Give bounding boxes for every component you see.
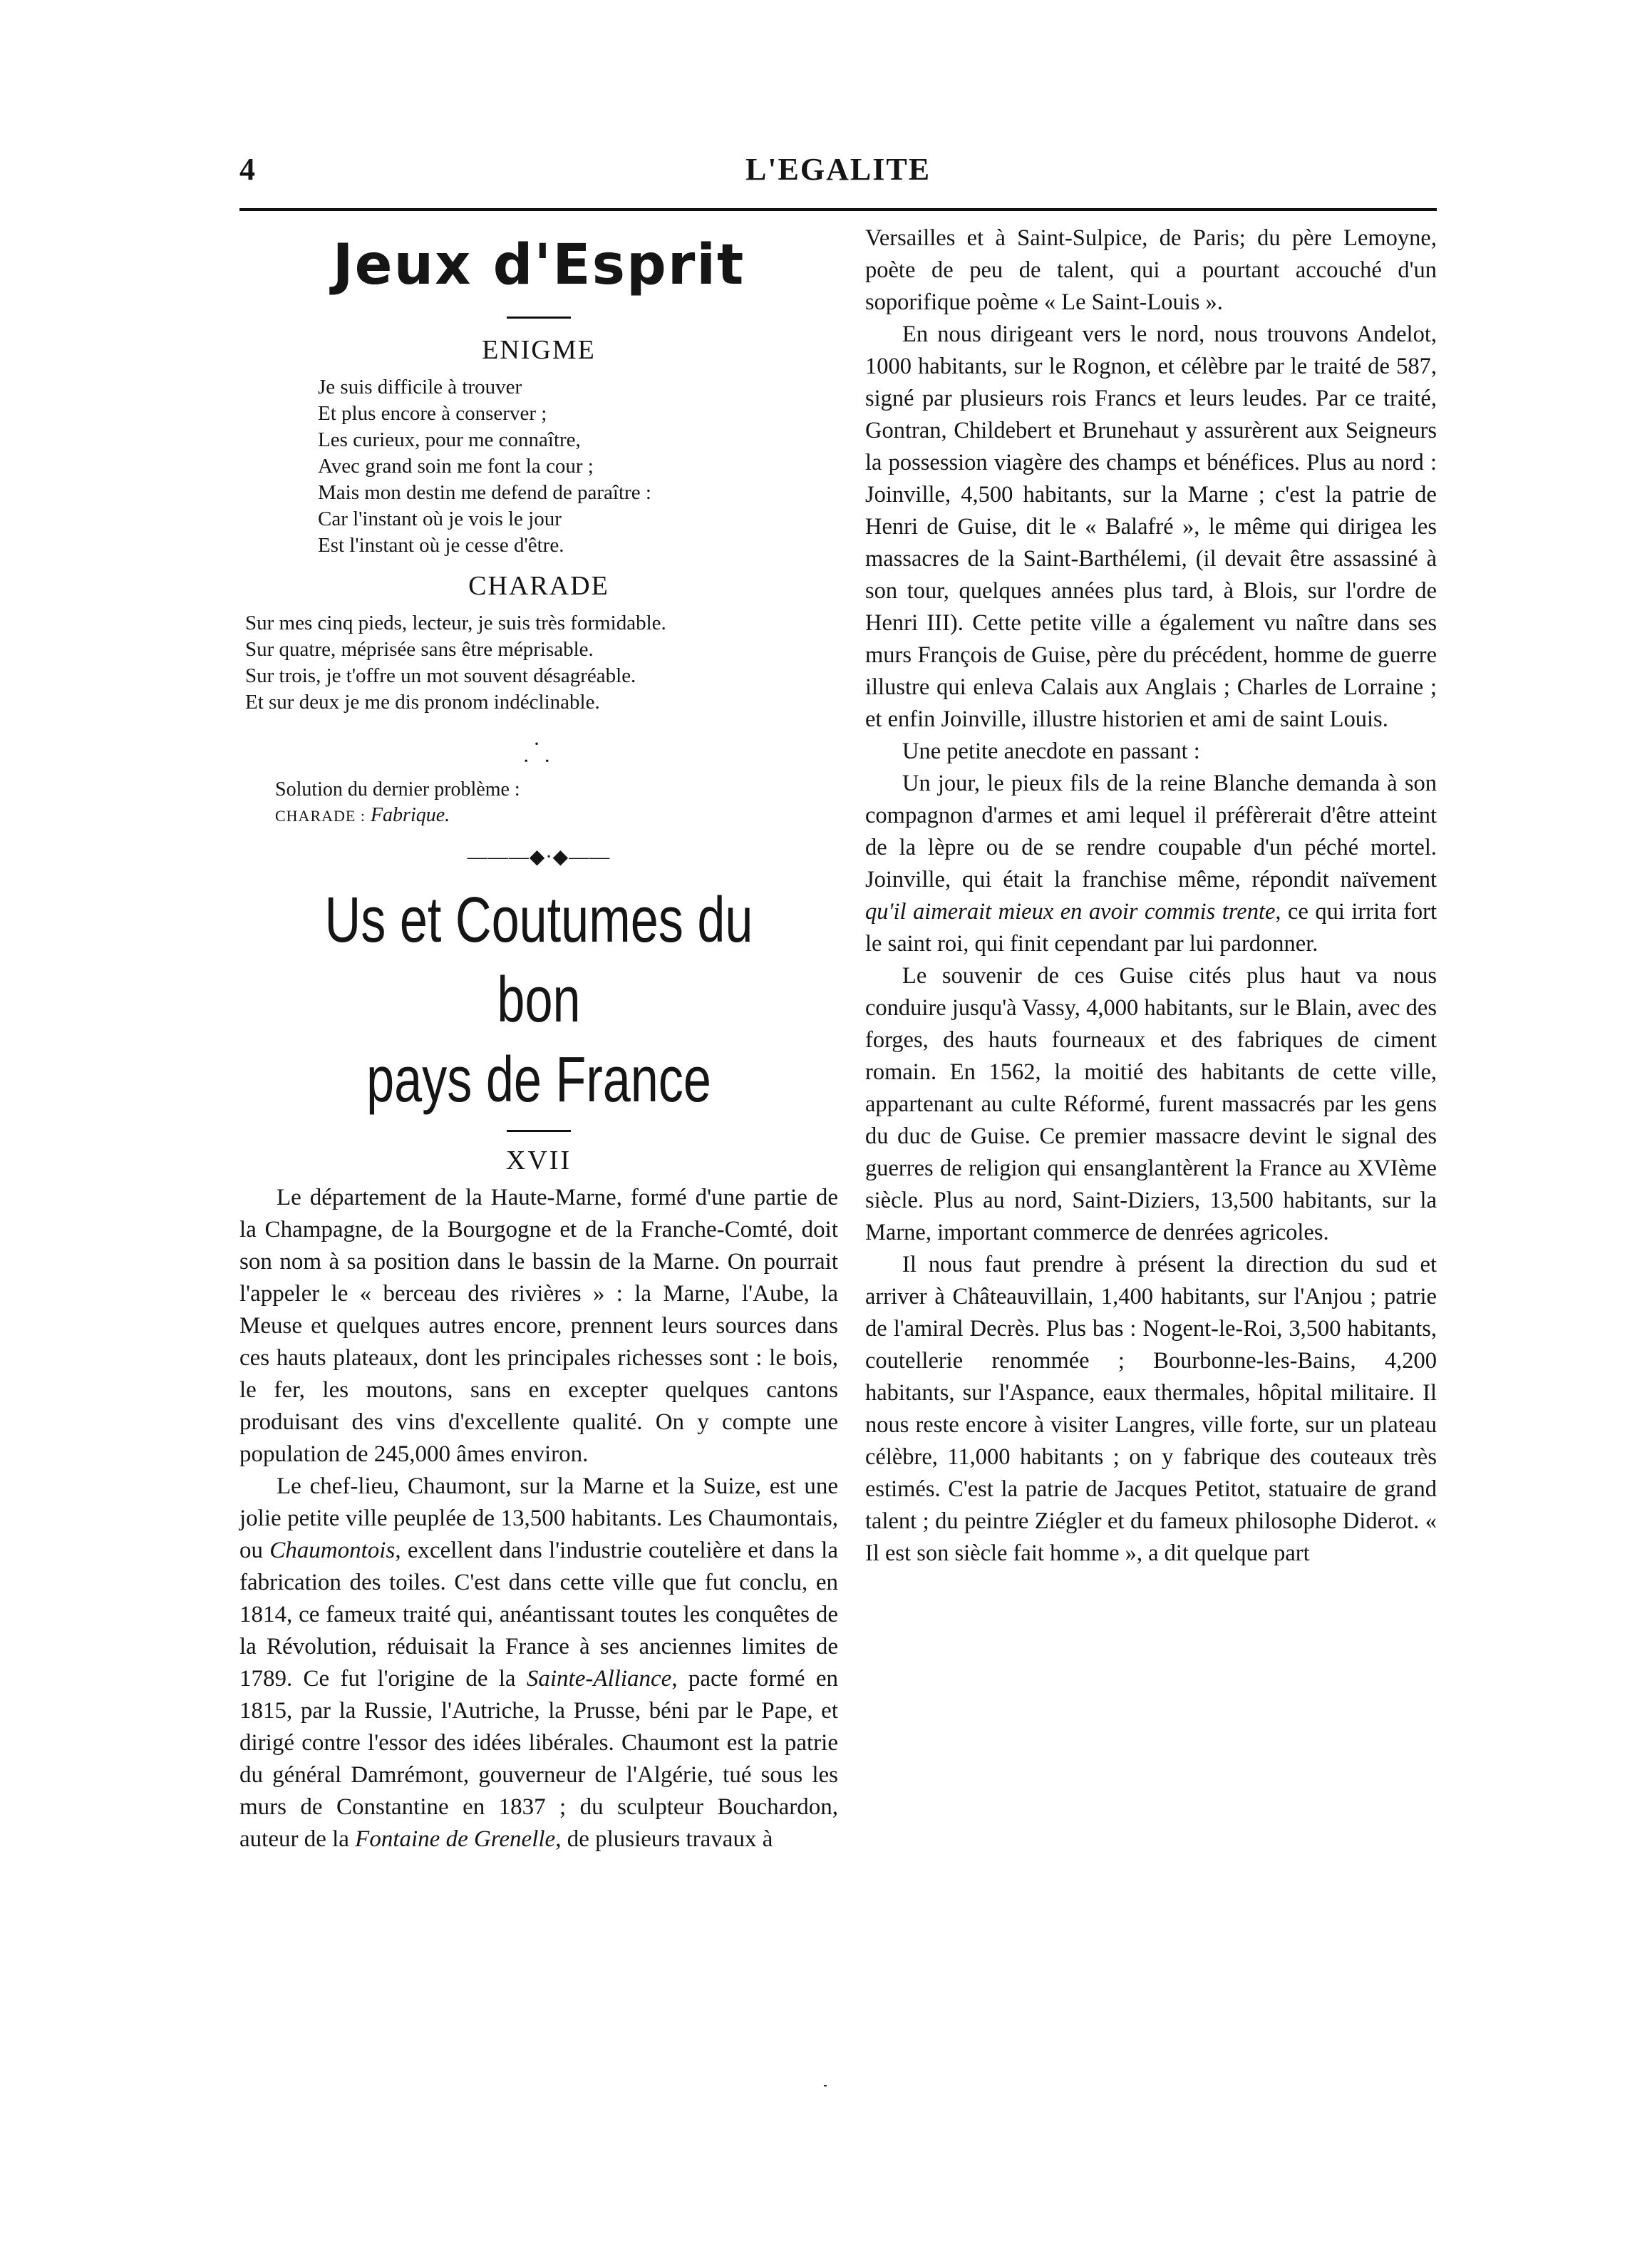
solution-answer: Fabrique. [370,804,450,826]
verse-line: Sur trois, je t'offre un mot souvent désagréable. [245,664,636,687]
article-paragraph: Le chef-lieu, Chaumont, sur la Marne et la Suize, est une jolie petite ville peuplée de 13,500 habitants. Les Chaumontais, ou Chaumontois, excellent dans l'industrie coutelière et dans la fabrication des toiles. C'est dans cette ville que fut conclu, en 1814, ce fameux traité qui, anéantissant toutes les conquêtes de la Révolution, réduisait la France à ses anciennes limites de 1789. Ce fut l'origine de la Sainte-Alliance, pacte formé en 1815, par la Russie, l'Autriche, la Prusse, béni par le Pape, et dirigé contre l'essor des idées libérales. Chaumont est la patrie du général Damrémont, gouverneur de l'Algérie, tué sous les murs de Constantine en 1837 ; du sculpteur Bouchardon, auteur de la Fontaine de Grenelle, de plusieurs travaux à [239,1473,838,1852]
article-paragraph: Le souvenir de ces Guise cités plus haut va nous conduire jusqu'à Vassy, 4,000 habitants, sur le Blain, avec des forges, des hauts fourneaux et des fabriques de ciment romain. En 1562, la moitié des habitants de cette ville, appartenant au culte Réformé, furent massacrés par les gens du duc de Guise. Ce premier massacre devint le signal des guerres de religion qui ensanglantèrent la France au XVIème siècle. Plus au nord, Saint-Diziers, 13,500 habitants, sur la Marne, important commerce de denrées agricoles. [865,963,1437,1245]
charade-heading: CHARADE [468,571,609,601]
solution-charade-label: CHARADE : [275,807,366,825]
page-number: 4 [239,152,255,187]
page-mark [824,2085,827,2086]
article-paragraph: Une petite anecdote en passant : [902,739,1200,764]
page-header [239,151,1437,201]
article-paragraph: En nous dirigeant vers le nord, nous trouvons Andelot, 1000 habitants, sur le Rognon, et célèbre par le traité de 587, signé par plusieurs rois Francs et leurs leudes. Par ce traité, Gontran, Childebert et Brunehaut y assurèrent aux Seigneurs la possession viagère des champs et bénéfices. Plus au nord : Joinville, 4,500 habitants, sur la Marne ; c'est la patrie de Henri de Guise, dit le « Balafré », le même qui dirigea les massacres de la Saint-Barthélemi, (il devait être assassiné à son tour, quelques années plus tard, à Blois, sur l'ordre de Henri III). Cette petite ville a également vu naître dans ses murs François de Guise, père du précédent, homme de guerre illustre qui enleva Calais aux Anglais ; Charles de Lorraine ; et enfin Joinville, illustre historien et ami de saint Louis. [865,321,1437,732]
article-title [305,880,772,1120]
verse-line: Mais mon destin me defend de paraître : [318,481,651,504]
enigme-verse [318,374,838,559]
jeux-title: Jeux d'Esprit [332,233,745,297]
article-title-line: pays de France [366,1044,711,1116]
header-rule [239,208,1437,211]
enigme-heading: ENIGME [482,335,596,365]
verse-line: Sur quatre, méprisée sans être méprisable. [245,638,594,661]
verse-line: Je suis difficile à trouver [318,376,522,398]
title-divider [507,317,571,319]
article-paragraph: Il nous faut prendre à présent la direction du sud et arriver à Châteauvillain, 1,400 habitants, sur l'Anjou ; patrie de l'amiral Decrès. Plus bas : Nogent-le-Roi, 3,500 habitants, coutellerie renommée ; Bourbonne-les-Bains, 4,200 habitants, sur l'Aspance, eaux thermales, hôpital militaire. Il nous reste encore à visiter Langres, ville forte, sur un plateau célèbre, 11,000 habitants ; on y fabrique des couteaux très estimés. C'est la patrie de Jacques Petitot, statuaire de grand talent ; du peintre Ziégler et du fameux philosophe Diderot. « Il est son siècle fait homme », a dit quelque part [865,1252,1437,1566]
article-paragraph: Le département de la Haute-Marne, formé d'une partie de la Champagne, de la Bourgogne et de la Franche-Comté, doit son nom à sa position dans le bassin de la Marne. On pourrait l'appeler le « berceau des rivières » : la Marne, l'Aube, la Meuse et quelques autres encore, prennent leurs sources dans ces hauts plateaux, dont les principales richesses sont : le bois, le fer, les moutons, sans en excepter quelques cantons produisant des vins d'excellente qualité. On y compte une population de 245,000 âmes environ. [239,1185,838,1467]
verse-line: Car l'instant où je vois le jour [318,508,562,530]
article-title-line: Us et Coutumes du bon [324,885,753,1036]
verse-line: Avec grand soin me font la cour ; [318,455,594,478]
verse-line: Et sur deux je me dis pronom indéclinable. [245,691,600,714]
journal-title: L'EGALITE [745,152,931,187]
dots-ornament: · · · [522,732,555,773]
article-divider [507,1130,571,1132]
verse-line: Sur mes cinq pieds, lecteur, je suis très formidable. [245,612,666,634]
solution-answer-line [275,803,838,829]
article-paragraph: Versailles et à Saint-Sulpice, de Paris; du père Lemoyne, poète de peu de talent, qui a pourtant accouché d'un soporifique poème « Le Saint-Louis ». [865,225,1437,315]
article-part-numeral: XVII [505,1146,572,1175]
right-column [865,222,1437,1570]
solution-label: Solution du dernier problème : [275,778,520,801]
section-ornament: ———◆·◆—— [467,846,611,868]
article-paragraph: Un jour, le pieux fils de la reine Blanche demanda à son compagnon d'armes et ami lequel il préfèrerait d'être atteint de la lèpre ou de se rendre coupable d'un péché mortel. Joinville, qui était la franchise même, répondit naïvement qu'il aimerait mieux en avoir commis trente, ce qui irrita fort le saint roi, qui finit cependant par lui pardonner. [865,771,1437,957]
left-column [239,222,838,1856]
verse-line: Et plus encore à conserver ; [318,402,547,425]
verse-line: Est l'instant où je cesse d'être. [318,534,564,557]
verse-line: Les curieux, pour me connaître, [318,428,581,451]
charade-verse [245,610,838,716]
solution-block [275,777,838,829]
